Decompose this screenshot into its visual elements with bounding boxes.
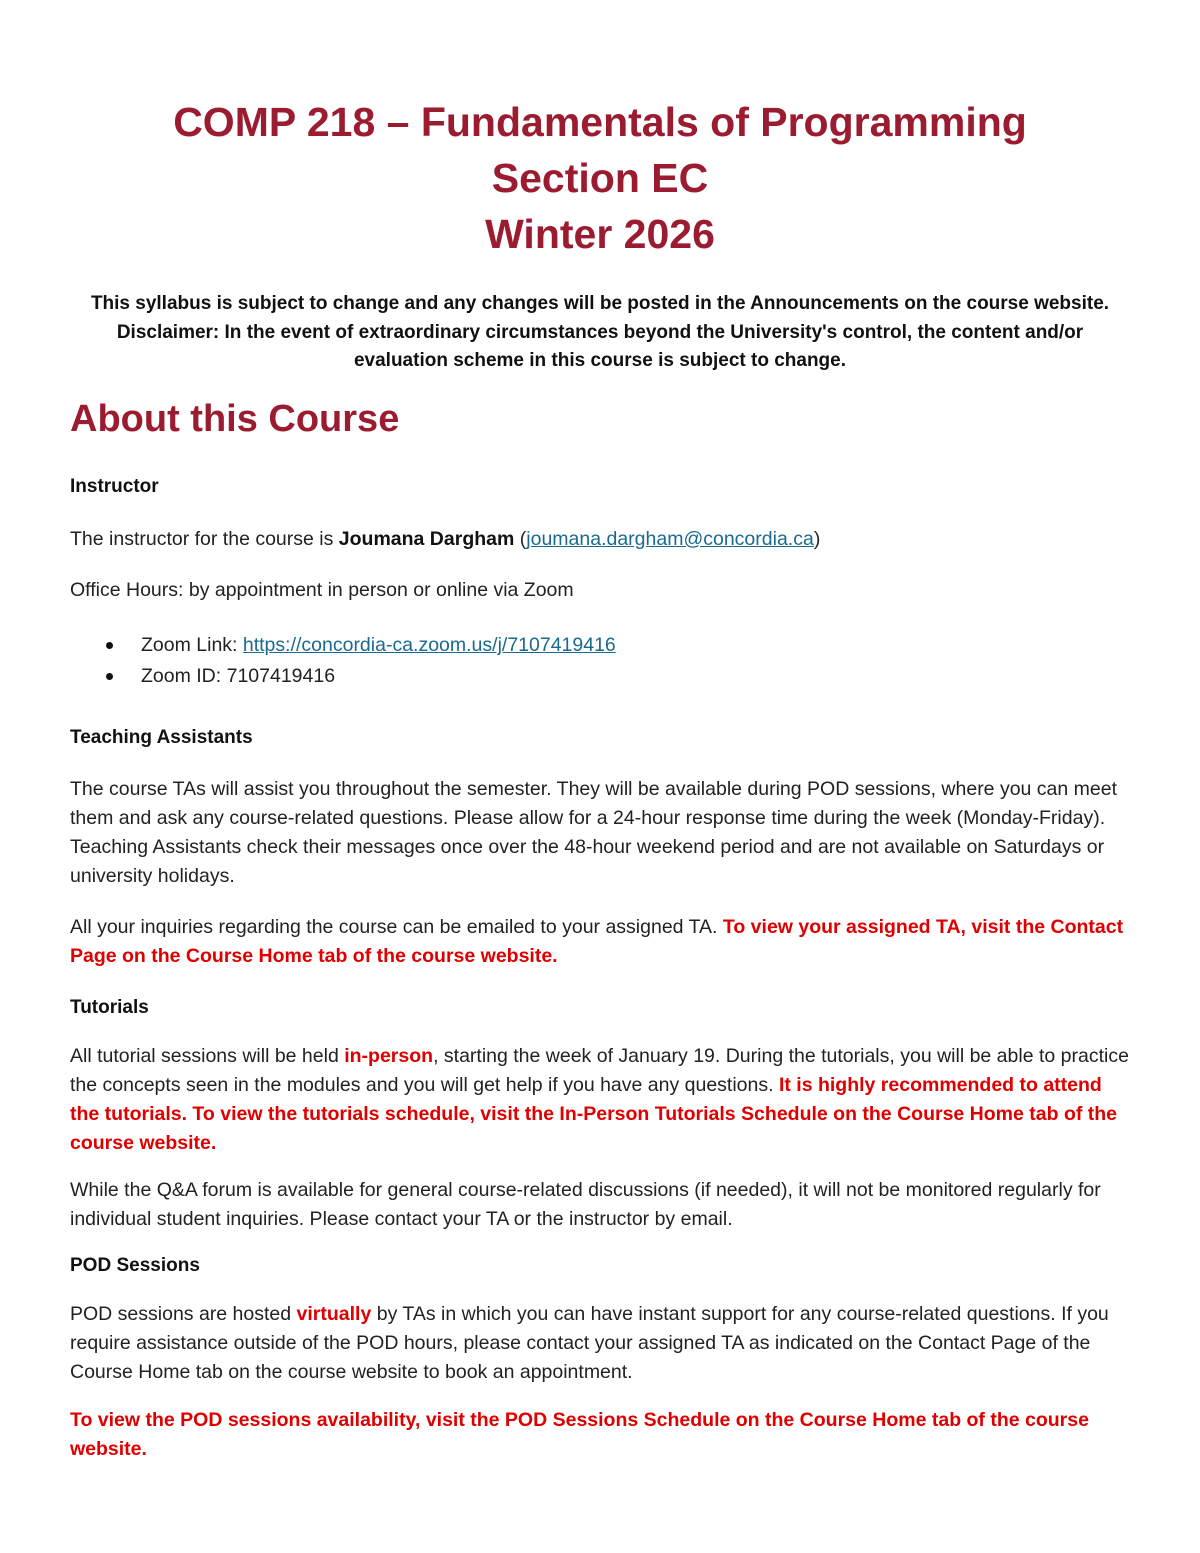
bullet-icon xyxy=(106,642,113,649)
ta-inquiries-paragraph xyxy=(70,913,1135,971)
ta-paragraph: The course TAs will assist you throughout the semester. They will be available during POD sessions, where you can meet them and ask any course-related questions. Please allow for a 24-hour response time during the week (Monday-Friday). Teaching Assistants check their messages once over the 48-hour weekend period and are not available on Saturdays or university holidays. xyxy=(70,778,1118,887)
pod-availability-instruction: To view the POD sessions availability, visit the POD Sessions Schedule on the Course Home tab of the course website. xyxy=(70,1409,1089,1460)
pod-heading: POD Sessions xyxy=(70,1255,200,1276)
ta-contact-instruction: To view your assigned TA, visit the Contact Page on the Course Home tab of the course website. xyxy=(70,916,1124,967)
about-heading: About this Course xyxy=(70,398,400,440)
instructor-text: The instructor for the course is xyxy=(70,528,339,550)
zoom-id: Zoom ID: 7107419416 xyxy=(141,665,336,687)
zoom-link-label: Zoom Link: xyxy=(141,634,243,656)
list-item xyxy=(70,630,616,661)
course-term: Winter 2026 xyxy=(485,211,715,257)
pod-virtually: virtually xyxy=(296,1303,372,1325)
pod-paragraph xyxy=(70,1300,1135,1387)
instructor-paragraph xyxy=(70,525,1135,554)
instructor-email-link[interactable]: joumana.dargham@concordia.ca xyxy=(526,528,814,550)
paren-close: ) xyxy=(813,528,821,550)
bullet-icon xyxy=(106,673,113,680)
paren-open: ( xyxy=(514,528,527,550)
ta-heading: Teaching Assistants xyxy=(70,727,253,748)
list-item xyxy=(70,661,616,692)
course-section: Section EC xyxy=(491,155,709,201)
tutorials-in-person: in-person xyxy=(344,1045,434,1067)
pod-text-a: POD sessions are hosted xyxy=(70,1303,297,1325)
tutorials-recommendation: It is highly recommended to attend the tutorials. To view the tutorials schedule, visit the In-Person Tutorials Schedule on the Course Home tab of the course website. xyxy=(70,1074,1118,1154)
tutorials-text-a: All tutorial sessions will be held xyxy=(70,1045,345,1067)
instructor-heading: Instructor xyxy=(70,476,159,497)
tutorials-heading: Tutorials xyxy=(70,997,149,1018)
tutorials-text-b: , starting the week of January 19. During the tutorials, you will be able to practice the concepts seen in the modules and you will get help if you have any questions. xyxy=(70,1045,1129,1096)
syllabus-notice: This syllabus is subject to change and any changes will be posted in the Announcements on the course website. Disclaimer: In the event of extraordinary circumstances beyond the University's control, the content and/or evaluation scheme in this course is subject to change. xyxy=(90,293,1110,371)
course-title-block xyxy=(0,94,1200,262)
course-title: COMP 218 – Fundamentals of Programming xyxy=(173,99,1027,145)
qa-forum-paragraph: While the Q&A forum is available for general course-related discussions (if needed), it will not be monitored regularly for individual student inquiries. Please contact your TA or the instructor by email. xyxy=(70,1179,1101,1230)
zoom-info-list xyxy=(70,630,616,692)
pod-text-b: by TAs in which you can have instant support for any course-related questions. If you require assistance outside of the POD hours, please contact your assigned TA as indicated on the Contact Page of the Course Home tab on the course website to book an appointment. xyxy=(70,1303,1109,1383)
office-hours: Office Hours: by appointment in person or online via Zoom xyxy=(70,579,574,601)
tutorials-paragraph xyxy=(70,1042,1135,1158)
ta-inquiries-text: All your inquiries regarding the course can be emailed to your assigned TA. xyxy=(70,916,723,938)
instructor-name: Joumana Dargham xyxy=(338,528,515,550)
zoom-link[interactable]: https://concordia-ca.zoom.us/j/7107419416 xyxy=(242,634,616,656)
